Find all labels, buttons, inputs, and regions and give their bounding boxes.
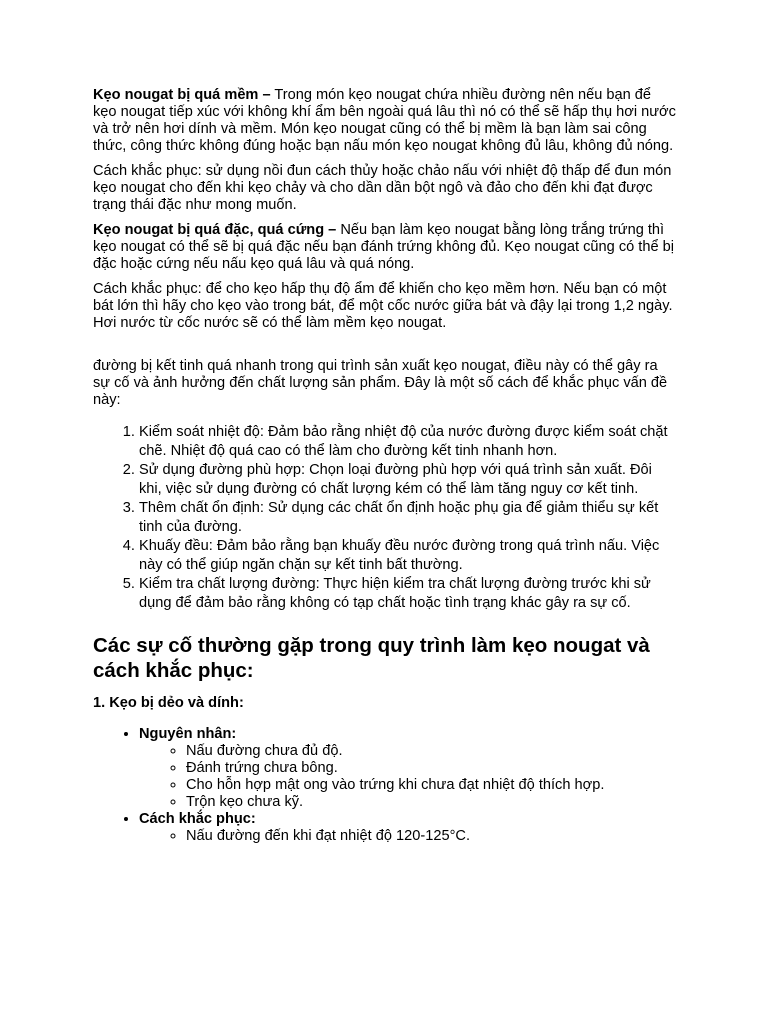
section-heading: Các sự cố thường gặp trong quy trình làm kẹo nougat và cách khắc phục: bbox=[93, 634, 650, 682]
fixes-item bbox=[139, 811, 678, 845]
fixes-list bbox=[139, 828, 678, 845]
list-item: ◦ Đánh trứng chưa bông. bbox=[186, 760, 678, 777]
causes-item bbox=[139, 726, 678, 811]
causes-label: Nguyên nhân: bbox=[139, 726, 237, 742]
paragraph-soft-fix: Cách khắc phục: sử dụng nồi đun cách thủy hoặc chảo nấu với nhiệt độ thấp để đun món kẹo nougat cho đến khi kẹo chảy và cho dần dần bột ngô và đảo cho đến khi đạt được trạng thái đặc như mong muốn. bbox=[93, 163, 672, 213]
list-item: 4. Khuấy đều: Đảm bảo rằng bạn khuấy đều nước đường trong quá trình nấu. Việc này có thể giúp ngăn chặn sự kết tinh bất thường. bbox=[139, 537, 678, 575]
soft-nougat-title: Kẹo nougat bị quá mềm – bbox=[93, 87, 271, 103]
hard-nougat-text: Nếu bạn làm kẹo nougat bằng lòng trắng trứng thì kẹo nougat có thể sẽ bị quá đặc nếu bạn đánh trứng không đủ. Kẹo nougat cũng có thể bị đặc hoặc cứng nếu nấu kẹo quá lâu và quá nóng. bbox=[93, 222, 674, 272]
list-item: ◦ Cho hỗn hợp mật ong vào trứng khi chưa đạt nhiệt độ thích hợp. bbox=[186, 777, 678, 794]
paragraph-soft-nougat bbox=[93, 87, 678, 155]
issue-bullet-list bbox=[93, 726, 678, 845]
crystallization-steps-list bbox=[93, 423, 678, 613]
hard-nougat-title: Kẹo nougat bị quá đặc, quá cứng – bbox=[93, 222, 337, 238]
causes-list bbox=[139, 743, 678, 811]
list-item: ◦ Nấu đường đến khi đạt nhiệt độ 120-125°C. bbox=[186, 828, 678, 845]
soft-nougat-text: Trong món kẹo nougat chứa nhiều đường nên nếu bạn để kẹo nougat tiếp xúc với không khí ẩm bên ngoài quá lâu thì nó có thể sẽ hấp thụ hơi nước và trở nên hơi dính và mềm. Món kẹo nougat cũng có thể bị mềm là bạn làm sai công thức, công thức không đúng hoặc bạn nấu món kẹo nougat không đủ lâu, không đủ nóng. bbox=[93, 87, 676, 154]
list-item: 3. Thêm chất ổn định: Sử dụng các chất ổn định hoặc phụ gia để giảm thiểu sự kết tinh của đường. bbox=[139, 499, 678, 537]
list-item: 2. Sử dụng đường phù hợp: Chọn loại đường phù hợp với quá trình sản xuất. Đôi khi, việc sử dụng đường có chất lượng kém có thể làm tăng nguy cơ kết tinh. bbox=[139, 461, 678, 499]
list-item: 1. Kiểm soát nhiệt độ: Đảm bảo rằng nhiệt độ của nước đường được kiểm soát chặt chẽ. Nhiệt độ quá cao có thể làm cho đường kết tinh nhanh hơn. bbox=[139, 423, 678, 461]
document-content bbox=[93, 87, 678, 845]
paragraph-hard-nougat bbox=[93, 222, 678, 273]
paragraph-crystallization: đường bị kết tinh quá nhanh trong qui trình sản xuất kẹo nougat, điều này có thể gây ra sự cố và ảnh hưởng đến chất lượng sản phẩm. Đây là một số cách để khắc phục vấn đề này: bbox=[93, 358, 668, 408]
paragraph-hard-fix: Cách khắc phục: để cho kẹo hấp thụ độ ẩm để khiến cho kẹo mềm hơn. Nếu bạn có một bát lớn thì hãy cho kẹo vào trong bát, để một cốc nước giữa bát và đậy lại trong 1,2 ngày. Hơi nước từ cốc nước sẽ có thể làm mềm kẹo nougat. bbox=[93, 281, 673, 331]
list-item: ◦ Nấu đường chưa đủ độ. bbox=[186, 743, 678, 760]
subheading-sticky-candy: 1. Kẹo bị dẻo và dính: bbox=[93, 695, 244, 711]
list-item: ◦ Trộn kẹo chưa kỹ. bbox=[186, 794, 678, 811]
list-item: 5. Kiểm tra chất lượng đường: Thực hiện kiểm tra chất lượng đường trước khi sử dụng để đảm bảo rằng không có tạp chất hoặc tình trạng khác gây ra sự cố. bbox=[139, 575, 678, 613]
fixes-label: Cách khắc phục: bbox=[139, 811, 256, 827]
